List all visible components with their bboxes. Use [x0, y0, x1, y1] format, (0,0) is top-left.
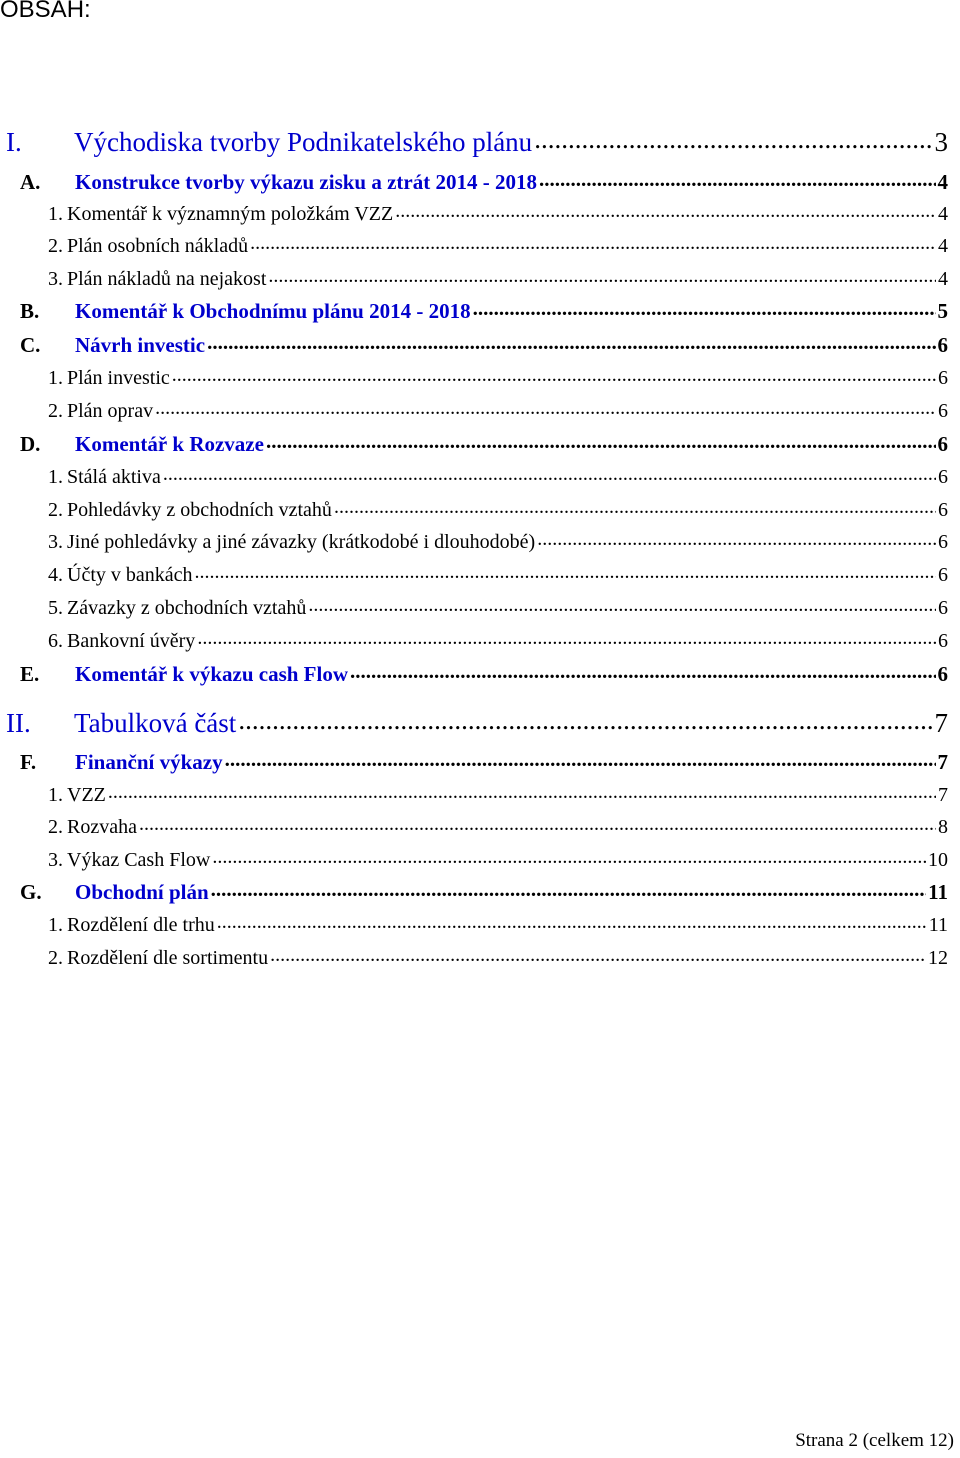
toc-entry-title: Pohledávky z obchodních vztahů	[67, 499, 332, 521]
toc-entry[interactable]	[48, 496, 948, 522]
toc-entry[interactable]	[6, 705, 948, 739]
toc-dot-leader	[225, 748, 936, 769]
toc-page-number: 4	[938, 268, 948, 290]
toc-entry-title: Jiné pohledávky a jiné závazky (krátkodobé i dlouhodobé)	[67, 531, 536, 553]
toc-dot-leader	[473, 297, 936, 318]
toc-entry-number: B.	[20, 299, 40, 323]
toc-dot-leader	[539, 168, 936, 189]
toc-dot-leader	[534, 124, 932, 151]
toc-dot-leader	[195, 561, 936, 581]
toc-entry-number: 4.	[48, 564, 63, 586]
toc-page-number: 10	[928, 849, 948, 871]
toc-dot-leader	[268, 265, 936, 285]
toc-entry-number: 2.	[48, 947, 63, 969]
toc-entry-title: Východiska tvorby Podnikatelského plánu	[74, 127, 533, 157]
toc-page-number: 4	[937, 170, 948, 194]
toc-entry[interactable]	[48, 944, 948, 970]
toc-entry-number: 6.	[48, 630, 63, 652]
toc-entry-title: Finanční výkazy	[75, 750, 223, 774]
toc-entry-title: Plán investic	[67, 367, 170, 389]
toc-entry-number: 2.	[48, 400, 63, 422]
toc-entry[interactable]	[48, 846, 948, 872]
toc-entry-title: Konstrukce tvorby výkazu zisku a ztrát 2014 - 2018	[75, 170, 537, 194]
toc-entry[interactable]	[48, 463, 948, 489]
toc-entry-number: 1.	[48, 914, 63, 936]
toc-page-number: 6	[938, 367, 948, 389]
toc-entry[interactable]	[48, 232, 948, 258]
toc-page-number: 6	[937, 432, 948, 456]
toc-dot-leader	[537, 528, 936, 548]
toc-entry[interactable]	[20, 748, 948, 775]
toc-entry[interactable]	[48, 200, 948, 226]
toc-page-number: 4	[938, 235, 948, 257]
toc-entry-title: Bankovní úvěry	[67, 630, 196, 652]
toc-dot-leader	[212, 846, 926, 866]
toc-entry-title: Stálá aktiva	[67, 466, 161, 488]
toc-entry-title: Plán oprav	[67, 400, 154, 422]
toc-entry[interactable]	[48, 528, 948, 554]
toc-entry-number: A.	[20, 170, 41, 194]
toc-entry-number: 2.	[48, 816, 63, 838]
toc-entry-number: 1.	[48, 784, 63, 806]
toc-dot-leader	[238, 705, 932, 732]
toc-dot-leader	[350, 660, 936, 681]
page-title: OBSAH:	[0, 0, 91, 23]
toc-entry-number: 3.	[48, 268, 63, 290]
toc-entry-title: Plán nákladů na nejakost	[67, 268, 267, 290]
toc-page-number: 7	[934, 708, 948, 738]
toc-page-number: 6	[937, 333, 948, 357]
toc-entry[interactable]	[20, 168, 948, 195]
toc-entry-title: Rozvaha	[67, 816, 137, 838]
toc-entry[interactable]	[48, 265, 948, 291]
toc-dot-leader	[250, 232, 936, 252]
toc-entry-title: Rozdělení dle sortimentu	[67, 947, 269, 969]
toc-entry-title: Komentář k Rozvaze	[75, 432, 264, 456]
toc-page-number: 6	[937, 662, 948, 686]
toc-page-number: 5	[937, 299, 948, 323]
toc-dot-leader	[197, 627, 936, 647]
toc-dot-leader	[334, 496, 936, 516]
toc-entry-title: VZZ	[67, 784, 106, 806]
toc-entry-number: 5.	[48, 597, 63, 619]
toc-dot-leader	[207, 331, 935, 352]
toc-entry-title: Závazky z obchodních vztahů	[67, 597, 307, 619]
toc-entry-number: 2.	[48, 499, 63, 521]
toc-page-number: 11	[928, 880, 948, 904]
toc-dot-leader	[108, 781, 936, 801]
toc-dot-leader	[172, 364, 936, 384]
toc-entry-number: D.	[20, 432, 41, 456]
toc-entry-number: 1.	[48, 203, 63, 225]
toc-entry[interactable]	[20, 430, 948, 457]
toc-entry-number: I.	[6, 127, 22, 157]
toc-page-number: 3	[934, 127, 948, 157]
toc-dot-leader	[395, 200, 936, 220]
page-footer: Strana 2 (celkem 12)	[795, 1430, 954, 1451]
toc-page-number: 7	[937, 750, 948, 774]
toc-entry-number: F.	[20, 750, 37, 774]
toc-entry[interactable]	[20, 660, 948, 687]
toc-page-number: 6	[938, 630, 948, 652]
toc-entry-number: E.	[20, 662, 40, 686]
toc-dot-leader	[211, 878, 927, 899]
toc-page-number: 6	[938, 400, 948, 422]
toc-page-number: 12	[928, 947, 948, 969]
toc-entry-number: 1.	[48, 466, 63, 488]
toc-entry-number: 2.	[48, 235, 63, 257]
toc-page-number: 4	[938, 203, 948, 225]
toc-entry-title: Plán osobních nákladů	[67, 235, 249, 257]
toc-page-number: 6	[938, 531, 948, 553]
toc-entry-number: G.	[20, 880, 42, 904]
toc-entry[interactable]	[48, 813, 948, 839]
toc-entry[interactable]	[20, 878, 948, 905]
toc-entry-title: Výkaz Cash Flow	[67, 849, 211, 871]
toc-entry-title: Tabulková část	[74, 708, 237, 738]
toc-entry-title: Rozdělení dle trhu	[67, 914, 215, 936]
toc-entry-title: Účty v bankách	[67, 564, 193, 586]
toc-page-number: 7	[938, 784, 948, 806]
toc-entry-title: Komentář k výkazu cash Flow	[75, 662, 348, 686]
toc-page-number: 6	[938, 597, 948, 619]
toc-entry[interactable]	[48, 364, 948, 390]
toc-entry[interactable]	[48, 397, 948, 423]
toc-entry[interactable]	[20, 331, 948, 358]
toc-dot-leader	[139, 813, 936, 833]
toc-dot-leader	[217, 911, 927, 931]
toc-entry-number: C.	[20, 333, 41, 357]
toc-dot-leader	[266, 430, 936, 451]
toc-entry-number: II.	[6, 708, 31, 738]
toc-entry-title: Komentář k Obchodnímu plánu 2014 - 2018	[75, 299, 471, 323]
toc-entry[interactable]	[20, 297, 948, 324]
toc-page-number: 8	[938, 816, 948, 838]
toc-page-number: 6	[938, 499, 948, 521]
toc-entry-number: 3.	[48, 531, 63, 553]
toc-entry[interactable]	[48, 781, 948, 807]
toc-entry-title: Návrh investic	[75, 333, 206, 357]
toc-entry[interactable]	[48, 911, 948, 937]
toc-dot-leader	[308, 594, 936, 614]
toc-page-number: 11	[928, 914, 948, 936]
toc-entry[interactable]	[6, 124, 948, 158]
toc-entry-title: Komentář k významným položkám VZZ	[67, 203, 394, 225]
toc-entry-number: 1.	[48, 367, 63, 389]
toc-entry[interactable]	[48, 594, 948, 620]
toc-dot-leader	[155, 397, 936, 417]
toc-entry-number: 3.	[48, 849, 63, 871]
toc-page-number: 6	[938, 564, 948, 586]
toc-entry-title: Obchodní plán	[75, 880, 209, 904]
toc-dot-leader	[270, 944, 926, 964]
toc-page-number: 6	[938, 466, 948, 488]
toc-entry[interactable]	[48, 627, 948, 653]
toc-dot-leader	[163, 463, 936, 483]
toc-entry[interactable]	[48, 561, 948, 587]
